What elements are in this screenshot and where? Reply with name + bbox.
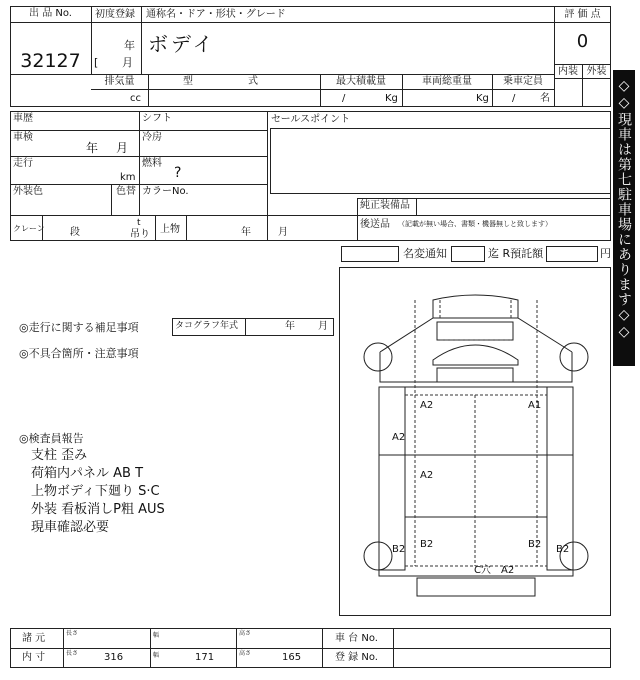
inspector-line: 現車確認必要	[31, 520, 110, 535]
displacement-unit: cc	[130, 93, 141, 104]
genuine-equipment-label: 純正装備品	[360, 200, 410, 211]
mileage-unit: km	[120, 172, 136, 183]
spec-row-label: 諸 元	[22, 633, 46, 644]
tachograph-year: 年	[285, 321, 295, 332]
interior-score-label: 内装	[558, 66, 578, 77]
chassis-no-label: 車 台 No.	[335, 633, 378, 644]
gross-weight-label: 車両総重量	[422, 76, 472, 87]
inspector-report-label: ◎検査員報告	[19, 432, 84, 445]
ac-label: 冷房	[142, 132, 162, 143]
first-reg-month-label: 月	[122, 56, 133, 69]
shift-label: シフト	[142, 113, 172, 124]
sales-point-label: セールスポイント	[271, 114, 351, 125]
gross-weight-unit: Kg	[476, 93, 489, 104]
interior-dim-label: 内 寸	[22, 652, 46, 663]
inspector-line: 支柱 歪み	[31, 448, 88, 463]
damage-mark: B2	[392, 544, 406, 555]
score-label: 評 価 点	[564, 9, 601, 20]
first-reg-label: 初度登録	[95, 9, 135, 20]
inspector-line: 外装 看板消しP粗 AUS	[31, 502, 165, 517]
exterior-score-label: 外装	[586, 66, 607, 77]
car-name-value: ボデイ	[148, 32, 216, 56]
width-label: 幅	[153, 632, 160, 639]
mileage-label: 走行	[13, 158, 33, 169]
color-change-label: 色替	[116, 186, 136, 197]
interior-length-value: 316	[104, 652, 124, 663]
capacity-label: 乗車定員	[503, 76, 543, 87]
interior-width-value: 171	[195, 652, 215, 663]
length-label: 長さ	[66, 650, 79, 657]
fuel-value: ?	[174, 165, 182, 181]
car-name-label: 通称名・ドア・形状・グレード	[146, 9, 286, 20]
max-load-label: 最大積載量	[336, 76, 386, 87]
driving-remarks-label: ◎走行に関する補足事項	[19, 321, 139, 334]
crane-lift: 吊り	[130, 229, 150, 240]
lot-no-label: 出 品 No.	[29, 8, 72, 19]
crane-stage: 段	[70, 227, 80, 238]
displacement-label: 排気量	[104, 76, 135, 87]
registration-no-label: 登 録 No.	[335, 652, 378, 663]
side-banner-text: ◇◇現車は第七駐車場にあります◇◇	[616, 78, 632, 341]
capacity-unit: 名	[540, 93, 550, 104]
later-items-note: （記載が無い場合、書類・機器無しと致します）	[398, 220, 552, 228]
defects-label: ◎不具合箇所・注意事項	[19, 347, 139, 360]
crane-t: t	[137, 218, 141, 228]
max-load-unit: Kg	[385, 93, 398, 104]
score-value: 0	[576, 31, 589, 52]
fuel-label: 燃料	[142, 158, 162, 169]
deposit-label: 迄 R預託額	[488, 247, 544, 260]
crane-label: クレーン	[13, 224, 45, 233]
height-label: 高さ	[239, 630, 252, 637]
first-reg-year-label: 年	[124, 39, 135, 52]
damage-mark: A2	[501, 565, 515, 576]
lot-number: 32127	[20, 50, 81, 72]
damage-mark: A1	[528, 400, 542, 411]
inspection-month: 月	[116, 141, 129, 155]
yen-label: 円	[600, 247, 611, 260]
interior-height-value: 165	[282, 652, 302, 663]
damage-mark: A2	[420, 400, 434, 411]
side-banner	[613, 70, 635, 366]
first-reg-bracket: [	[94, 56, 99, 69]
damage-mark: B2	[556, 544, 570, 555]
damage-mark: B2	[528, 539, 542, 550]
color-no-label: カラーNo.	[142, 186, 189, 197]
max-load-slash: /	[342, 93, 346, 104]
length-label: 長さ	[66, 630, 79, 637]
damage-mark: C穴	[474, 565, 491, 576]
inspector-line: 荷箱内パネル AB T	[31, 466, 144, 481]
later-items-label: 後送品	[360, 219, 390, 230]
damage-mark: A2	[420, 470, 434, 481]
capacity-slash: /	[512, 93, 516, 104]
tachograph-month: 月	[318, 321, 328, 332]
upper-body-label: 上物	[160, 224, 180, 235]
width-label: 幅	[153, 652, 160, 659]
inspector-line: 上物ボディ下廻り S·C	[31, 484, 160, 499]
inspection-year: 年	[86, 141, 99, 155]
model-label-2: 式	[248, 76, 258, 87]
model-label: 型	[183, 76, 193, 87]
upper-body-year: 年	[241, 227, 251, 238]
tachograph-label: タコグラフ年式	[175, 321, 239, 331]
ext-color-label: 外装色	[13, 186, 43, 197]
history-label: 車歴	[13, 113, 33, 124]
name-change-notice: 名変通知	[403, 247, 447, 260]
damage-mark: B2	[420, 539, 434, 550]
damage-mark: A2	[392, 432, 406, 443]
height-label: 高さ	[239, 650, 252, 657]
inspection-label: 車検	[13, 132, 33, 143]
upper-body-month: 月	[278, 227, 288, 238]
